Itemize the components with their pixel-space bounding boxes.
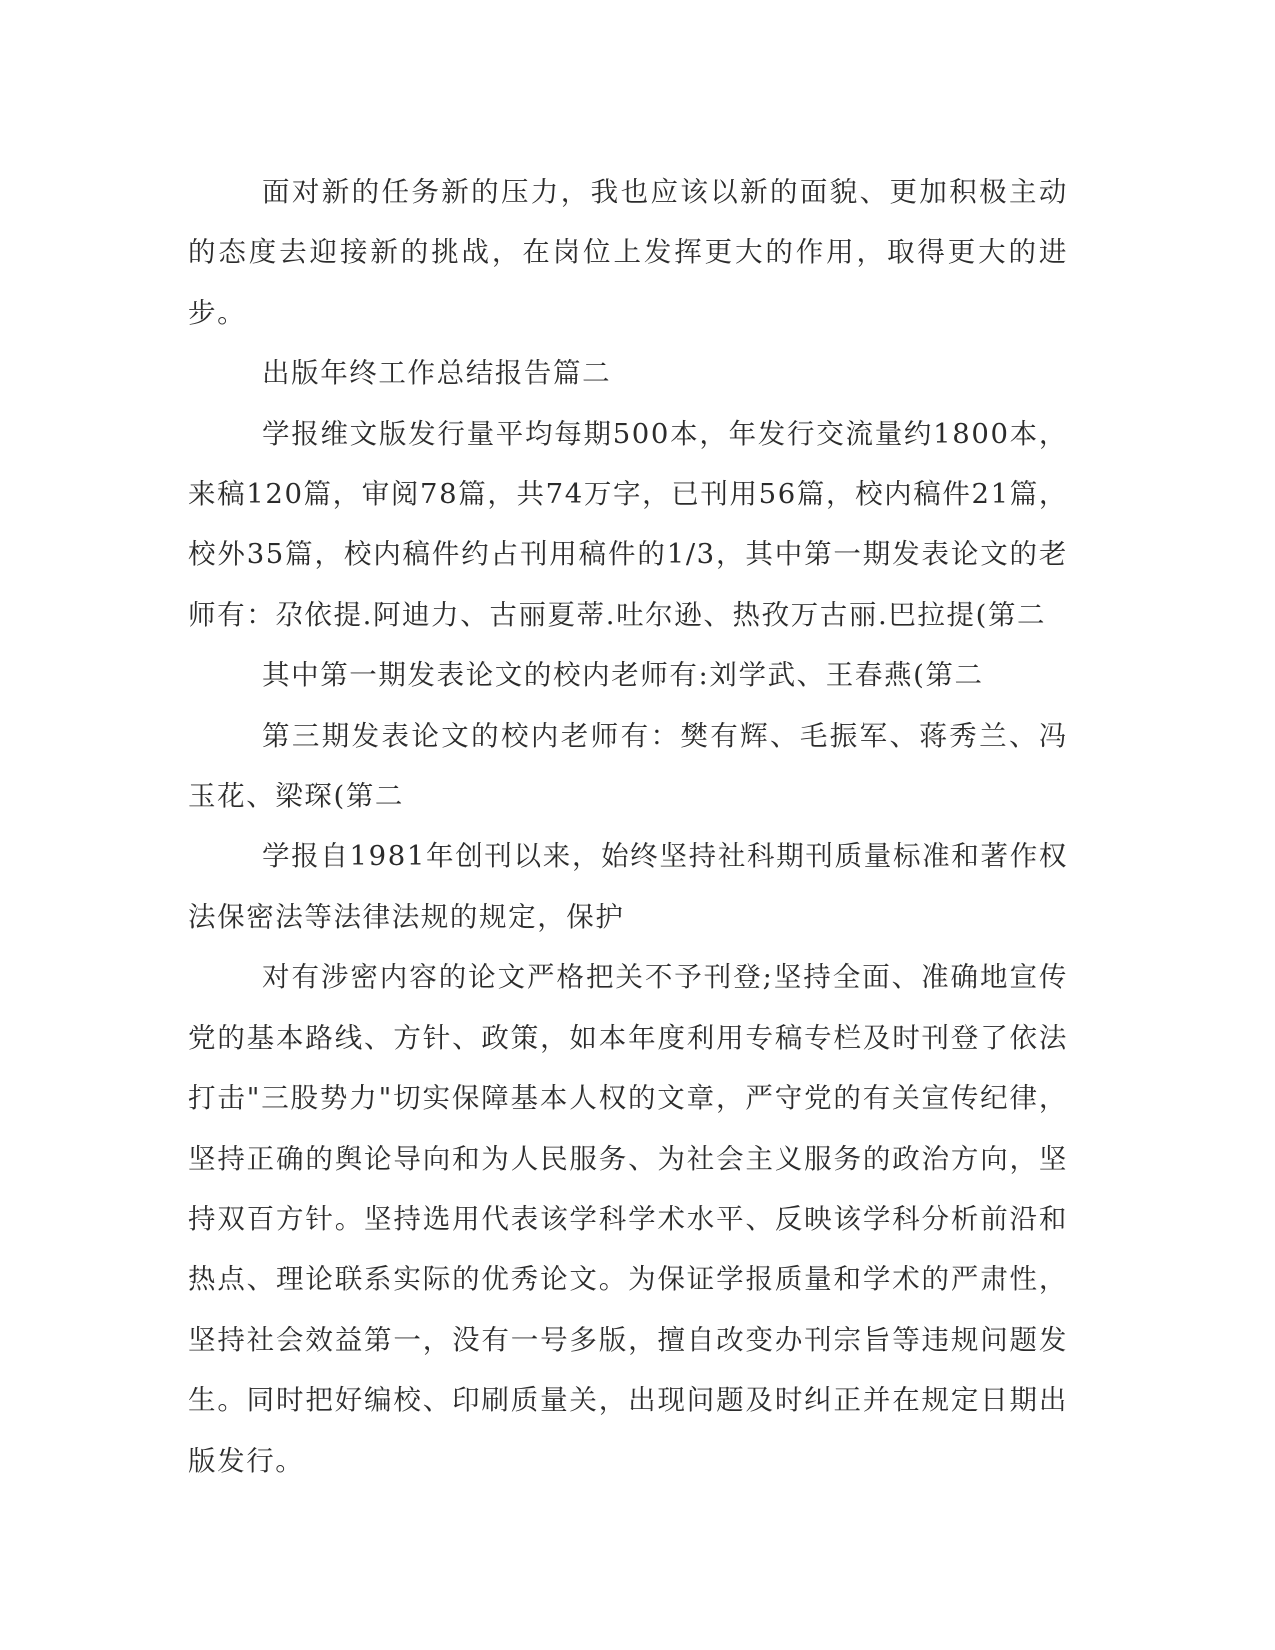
- paragraph-journal-history: 学报自1981年创刊以来，始终坚持社科期刊质量标准和著作权法保密法等法律法规的规定，保护: [188, 840, 1068, 933]
- paragraph-third-issue-authors: 第三期发表论文的校内老师有：樊有辉、毛振军、蒋秀兰、冯玉花、梁琛(第二: [188, 719, 1068, 813]
- paragraph-circulation-stats: 学报维文版发行量平均每期500本，年发行交流量约1800本，来稿120篇，审阅78篇，共74万字，已刊用56篇，校内稿件21篇，校外35篇，校内稿件约占刊用稿件的1/3，其中第一期发表论文的老师有：尕依提.阿迪力、古丽夏蒂.吐尔逊、热孜万古丽.巴拉提(第二: [188, 417, 1068, 631]
- paragraph-editorial-policy: 对有涉密内容的论文严格把关不予刊登;坚持全面、准确地宣传党的基本路线、方针、政策，如本年度利用专稿专栏及时刊登了依法打击"三股势力"切实保障基本人权的文章，严守党的有关宣传纪律，坚持正确的舆论导向和为人民服务、为社会主义服务的政治方向，坚持双百方针。坚持选用代表该学科学术水平、反映该学科分析前沿和热点、理论联系实际的优秀论文。为保证学报质量和学术的严肃性，坚持社会效益第一，没有一号多版，擅自改变办刊宗旨等违规问题发生。同时把好编校、印刷质量关，出现问题及时纠正并在规定日期出版发行。: [188, 961, 1068, 1477]
- document-body: [188, 162, 1068, 1491]
- paragraph-closing-remarks: 面对新的任务新的压力，我也应该以新的面貌、更加积极主动的态度去迎接新的挑战，在岗位上发挥更大的作用，取得更大的进步。: [188, 176, 1068, 329]
- paragraph-first-issue-authors: 其中第一期发表论文的校内老师有:刘学武、王春燕(第二: [262, 659, 984, 692]
- section-heading: 出版年终工作总结报告篇二: [262, 357, 612, 390]
